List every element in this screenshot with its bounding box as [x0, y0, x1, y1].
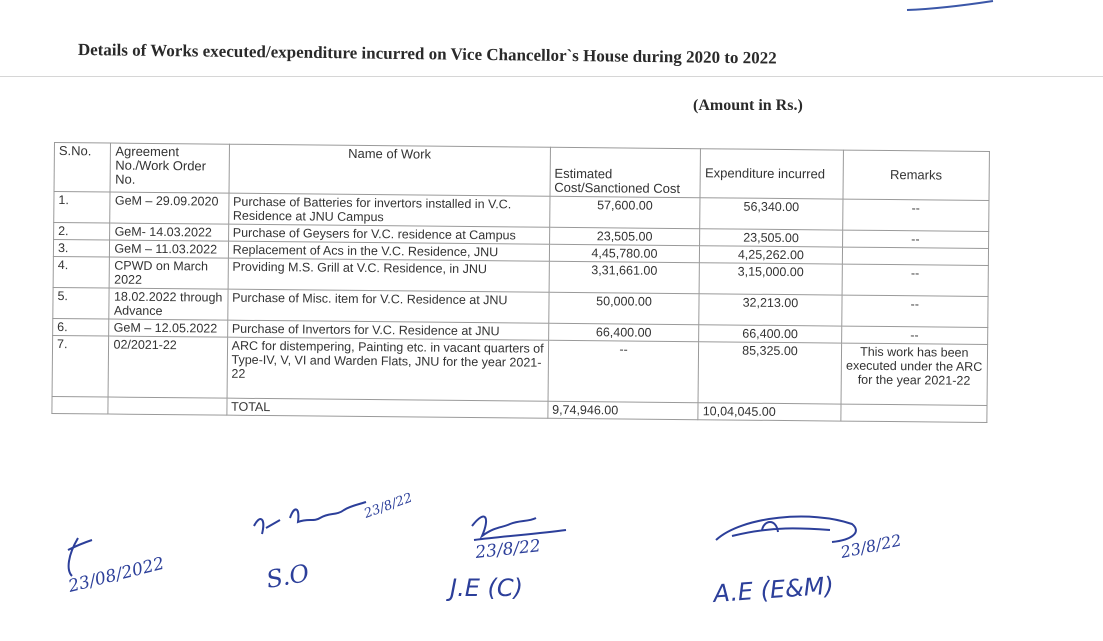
cell-sno: 7.	[52, 335, 109, 397]
document-title: Details of Works executed/expenditure incurred on Vice Chancellor`s House during 2020 to 2022	[77, 40, 777, 68]
cell-agreement: 18.02.2022 through Advance	[109, 288, 227, 320]
cell-work: ARC for distempering, Painting etc. in vacant quarters of Type-IV, V, VI and Warden Flats, JNU for the year 2021-22	[227, 337, 549, 401]
signature-3-date: 23/8/22	[474, 536, 542, 563]
cell-work: Purchase of Misc. item for V.C. Residence at JNU	[227, 289, 548, 323]
cell-estimated: --	[548, 340, 699, 402]
signature-2	[240, 478, 440, 608]
cell-remarks	[842, 247, 989, 265]
cell-expenditure: 3,15,000.00	[699, 263, 842, 295]
header-agreement: Agreement No./Work Order No.	[110, 143, 229, 193]
header-estimated: Estimated Cost/Sanctioned Cost	[550, 147, 701, 197]
cell-expenditure: 85,325.00	[698, 342, 841, 404]
header-name-of-work: Name of Work	[229, 144, 551, 196]
cell-remarks: --	[842, 199, 989, 231]
signature-2-designation: S.O	[264, 558, 312, 594]
cell-sno: 1.	[54, 192, 111, 224]
table-header-row	[54, 143, 989, 201]
cell-agreement: GeM – 11.03.2022	[110, 240, 228, 258]
works-table-wrapper	[51, 142, 990, 423]
cell-work: Replacement of Acs in the V.C. Residence, JNU	[228, 241, 549, 261]
total-empty-agreement	[108, 397, 226, 415]
header-expenditure: Expenditure incurred	[700, 149, 843, 199]
total-label: TOTAL	[227, 398, 548, 418]
works-table	[51, 142, 990, 423]
cell-agreement: GeM – 29.09.2020	[110, 192, 228, 224]
total-estimated: 9,74,946.00	[548, 401, 699, 419]
cell-work: Purchase of Invertors for V.C. Residence at JNU	[227, 320, 548, 340]
cell-estimated: 23,505.00	[549, 227, 700, 245]
cell-agreement: GeM – 12.05.2022	[109, 319, 227, 337]
cell-estimated: 3,31,661.00	[549, 261, 700, 293]
header-sno: S.No.	[54, 143, 111, 193]
cell-remarks: --	[841, 295, 988, 327]
cell-sno: 6.	[53, 318, 110, 336]
signature-1	[58, 530, 208, 600]
cell-remarks: --	[842, 230, 989, 248]
cell-sno: 3.	[53, 240, 110, 258]
signature-1-date: 23/08/2022	[66, 553, 167, 597]
cell-work: Purchase of Batteries for invertors installed in V.C. Residence at JNU Campus	[228, 193, 549, 227]
cell-estimated: 57,600.00	[549, 196, 700, 228]
total-empty-sno	[52, 396, 109, 414]
header-remarks: Remarks	[843, 150, 990, 200]
cell-agreement: 02/2021-22	[109, 336, 228, 398]
cell-estimated: 66,400.00	[548, 323, 699, 341]
cell-expenditure: 23,505.00	[700, 229, 842, 247]
cell-remarks: --	[842, 264, 989, 296]
total-empty-remarks	[840, 404, 987, 422]
cell-estimated: 50,000.00	[549, 292, 700, 324]
signature-3	[446, 496, 616, 606]
signature-4-designation: A.E (E&M)	[712, 571, 835, 608]
cell-sno: 5.	[53, 287, 110, 319]
total-expenditure: 10,04,045.00	[698, 403, 840, 421]
signature-4	[702, 500, 942, 615]
signature-2-date: 23/8/22	[362, 490, 415, 522]
cell-expenditure: 56,340.00	[700, 198, 843, 230]
cell-remarks: --	[841, 326, 988, 344]
cell-expenditure: 4,25,262.00	[700, 246, 842, 264]
cell-work: Providing M.S. Grill at V.C. Residence, in JNU	[228, 258, 549, 292]
cell-expenditure: 32,213.00	[699, 294, 842, 326]
cell-work: Purchase of Geysers for V.C. residence at Campus	[228, 224, 549, 244]
signature-4-date: 23/8/22	[838, 530, 904, 562]
amount-note: (Amount in Rs.)	[693, 97, 803, 114]
pen-mark-top-right	[905, 0, 995, 14]
table-row	[52, 335, 988, 405]
cell-remarks: This work has been executed under the ARC for the year 2021-22	[841, 343, 988, 405]
signature-3-designation: J.E (C)	[450, 574, 523, 602]
cell-sno: 4.	[53, 256, 110, 288]
cell-expenditure: 66,400.00	[699, 325, 841, 343]
cell-estimated: 4,45,780.00	[549, 244, 700, 262]
cell-agreement: GeM- 14.03.2022	[110, 223, 228, 241]
cell-sno: 2.	[54, 223, 111, 241]
top-rule	[0, 76, 1103, 77]
cell-agreement: CPWD on March 2022	[110, 257, 228, 289]
